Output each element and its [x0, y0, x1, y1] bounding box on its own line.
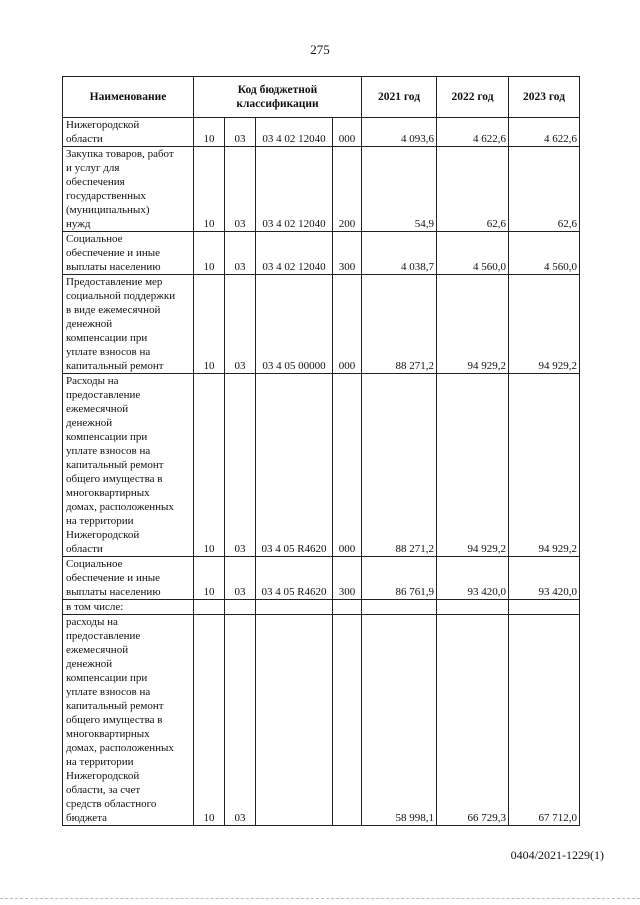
row-2022-value: 94 929,2: [437, 275, 509, 374]
row-section-code: 10: [194, 147, 225, 232]
row-2021-value: 88 271,2: [362, 374, 437, 557]
header-name: Наименование: [63, 77, 194, 118]
row-2022-value: [437, 600, 509, 615]
row-name: в том числе:: [63, 600, 194, 615]
row-subsection-code: 03: [225, 147, 256, 232]
row-2023-value: 94 929,2: [509, 374, 580, 557]
budget-table: [62, 76, 610, 826]
row-target-code: 03 4 05 R4620: [256, 374, 333, 557]
row-2021-value: [362, 600, 437, 615]
row-name: расходы на предоставление ежемесячной денежной компенсации при уплате взносов на капитальный ремонт общего имущества в многоквартирных домах, расположенных на территории Нижегородской области, за счет средств областного бюджета: [63, 615, 194, 826]
row-target-code: [256, 600, 333, 615]
row-name: Предоставление мер социальной поддержки в виде ежемесячной денежной компенсации при уплате взносов на капитальный ремонт: [63, 275, 194, 374]
row-subsection-code: 03: [225, 275, 256, 374]
row-expense-type-code: 000: [333, 275, 362, 374]
row-2021-value: 4 093,6: [362, 118, 437, 147]
header-code: Код бюджетной классификации: [194, 77, 362, 118]
header-2021: 2021 год: [362, 77, 437, 118]
row-2022-value: 94 929,2: [437, 374, 509, 557]
row-subsection-code: [225, 600, 256, 615]
scan-edge-divider: [0, 898, 640, 899]
table-row: [63, 275, 610, 374]
document-code: 0404/2021-1229(1): [510, 848, 604, 862]
table-row: [63, 374, 610, 557]
table-row: [63, 600, 610, 615]
row-target-code: 03 4 02 12040: [256, 232, 333, 275]
row-2022-value: 4 560,0: [437, 232, 509, 275]
row-expense-type-code: 200: [333, 147, 362, 232]
row-name: Социальное обеспечение и иные выплаты населению: [63, 232, 194, 275]
row-expense-type-code: 000: [333, 118, 362, 147]
header-2023: 2023 год: [509, 77, 580, 118]
row-subsection-code: 03: [225, 615, 256, 826]
row-section-code: 10: [194, 275, 225, 374]
row-target-code: [256, 615, 333, 826]
row-name: Закупка товаров, работ и услуг для обеспечения государственных (муниципальных) нужд: [63, 147, 194, 232]
row-section-code: 10: [194, 374, 225, 557]
row-2022-value: 4 622,6: [437, 118, 509, 147]
row-2022-value: 66 729,3: [437, 615, 509, 826]
row-section-code: [194, 600, 225, 615]
row-expense-type-code: 300: [333, 232, 362, 275]
row-2023-value: 93 420,0: [509, 557, 580, 600]
page-number: 275: [310, 42, 330, 57]
row-expense-type-code: 300: [333, 557, 362, 600]
row-section-code: 10: [194, 615, 225, 826]
row-name: Нижегородской области: [63, 118, 194, 147]
row-2021-value: 86 761,9: [362, 557, 437, 600]
row-2022-value: 62,6: [437, 147, 509, 232]
row-expense-type-code: 000: [333, 374, 362, 557]
row-2023-value: 62,6: [509, 147, 580, 232]
row-section-code: 10: [194, 557, 225, 600]
row-2023-value: [509, 600, 580, 615]
row-subsection-code: 03: [225, 374, 256, 557]
row-2021-value: 58 998,1: [362, 615, 437, 826]
row-2022-value: 93 420,0: [437, 557, 509, 600]
row-name: Социальное обеспечение и иные выплаты населению: [63, 557, 194, 600]
row-subsection-code: 03: [225, 557, 256, 600]
row-target-code: 03 4 05 R4620: [256, 557, 333, 600]
table-row: [63, 118, 610, 147]
table-row: [63, 557, 610, 600]
row-section-code: 10: [194, 232, 225, 275]
row-section-code: 10: [194, 118, 225, 147]
row-subsection-code: 03: [225, 232, 256, 275]
header-2022: 2022 год: [437, 77, 509, 118]
table-row: [63, 615, 610, 826]
row-2021-value: 88 271,2: [362, 275, 437, 374]
row-2023-value: 4 622,6: [509, 118, 580, 147]
row-expense-type-code: [333, 615, 362, 826]
row-subsection-code: 03: [225, 118, 256, 147]
row-2023-value: 67 712,0: [509, 615, 580, 826]
row-2023-value: 4 560,0: [509, 232, 580, 275]
row-name: Расходы на предоставление ежемесячной денежной компенсации при уплате взносов на капитальный ремонт общего имущества в многоквартирных домах, расположенных на территории Нижегородской области: [63, 374, 194, 557]
row-target-code: 03 4 02 12040: [256, 147, 333, 232]
table-header-row: [63, 77, 610, 118]
row-2023-value: 94 929,2: [509, 275, 580, 374]
table-row: [63, 232, 610, 275]
row-2021-value: 54,9: [362, 147, 437, 232]
row-target-code: 03 4 02 12040: [256, 118, 333, 147]
row-2021-value: 4 038,7: [362, 232, 437, 275]
table-row: [63, 147, 610, 232]
row-expense-type-code: [333, 600, 362, 615]
row-target-code: 03 4 05 00000: [256, 275, 333, 374]
